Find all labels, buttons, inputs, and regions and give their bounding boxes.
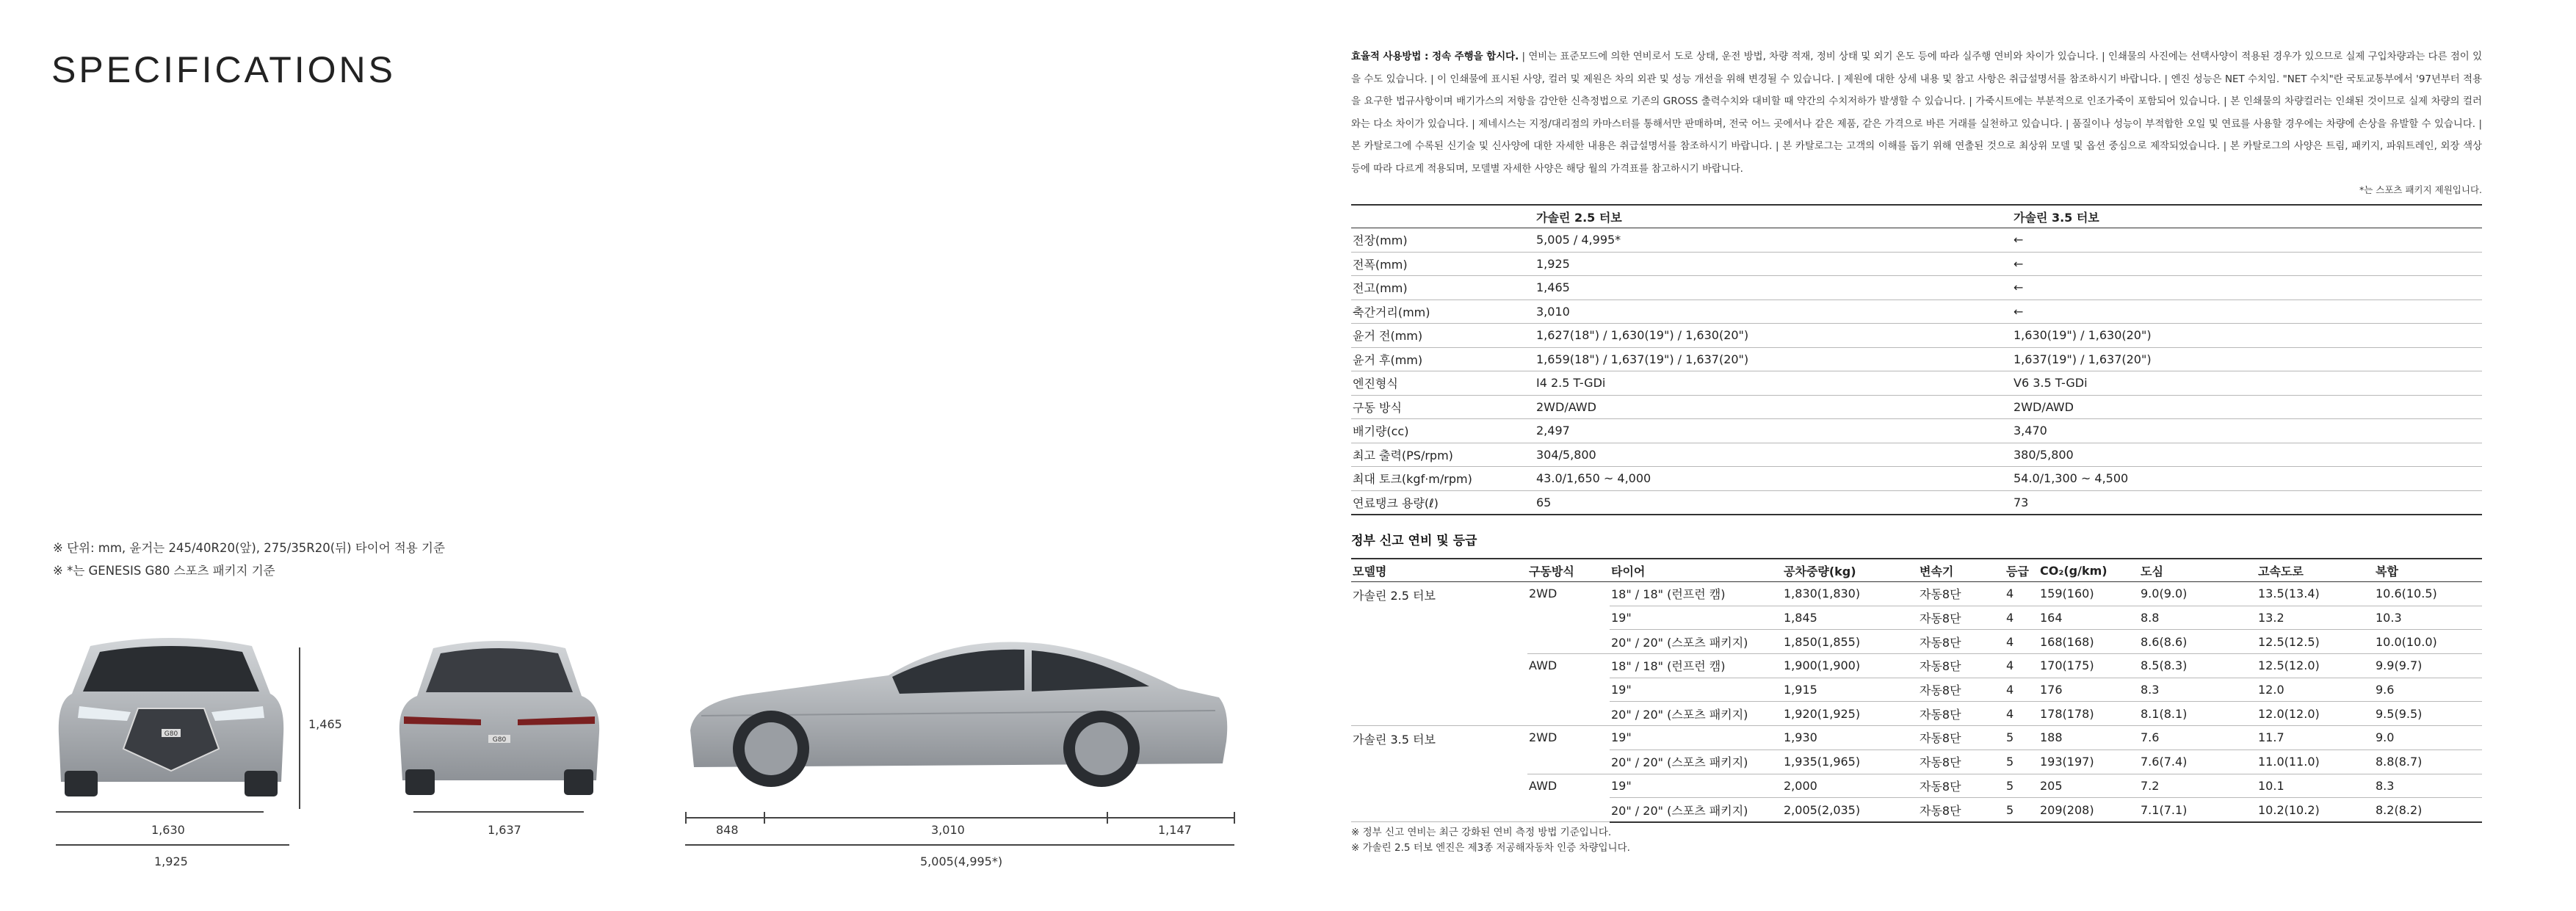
efficiency-cell: 1,900(1,900) (1782, 654, 1918, 678)
spec-row (1351, 443, 2482, 467)
spec-value: 1,659(18") / 1,637(19") / 1,637(20") (1535, 347, 2012, 371)
efficiency-header: 등급 (2005, 559, 2038, 582)
efficiency-cell: 8.2(8.2) (2374, 798, 2482, 822)
efficiency-cell: 10.1 (2257, 774, 2374, 798)
spec-label: 최고 출력(PS/rpm) (1351, 443, 1535, 467)
efficiency-cell: 7.2 (2139, 774, 2257, 798)
efficiency-cell: 12.5(12.5) (2257, 630, 2374, 654)
efficiency-cell: 자동8단 (1918, 750, 2005, 774)
spec-value: 1,465 (1535, 276, 2012, 300)
car-side-view (679, 624, 1237, 793)
efficiency-cell: 8.6(8.6) (2139, 630, 2257, 654)
model-name: 가솔린 2.5 터보 (1351, 582, 1527, 726)
efficiency-header: 공차중량(kg) (1782, 559, 1918, 582)
efficiency-header: CO₂(g/km) (2038, 559, 2139, 582)
efficiency-cell: 8.1(8.1) (2139, 702, 2257, 726)
efficiency-cell: 20" / 20" (스포츠 패키지) (1610, 702, 1782, 726)
spec-row (1351, 371, 2482, 396)
efficiency-cell: 1,845 (1782, 606, 1918, 630)
spec-row (1351, 347, 2482, 371)
spec-row (1351, 324, 2482, 348)
efficiency-cell: 자동8단 (1918, 726, 2005, 750)
spec-value: 2WD/AWD (2012, 395, 2482, 419)
spec-value: 5,005 / 4,995* (1535, 228, 2012, 253)
efficiency-cell: 10.2(10.2) (2257, 798, 2374, 822)
wheelbase-label: 3,010 (931, 823, 965, 837)
spec-header: 가솔린 3.5 터보 (2012, 205, 2482, 228)
efficiency-cell: 5 (2005, 774, 2038, 798)
rear-track-dim-line (413, 811, 584, 813)
spec-value: 1,637(19") / 1,637(20") (2012, 347, 2482, 371)
spec-value: 1,925 (1535, 252, 2012, 276)
efficiency-cell: 11.0(11.0) (2257, 750, 2374, 774)
efficiency-cell: 8.8(8.7) (2374, 750, 2482, 774)
efficiency-cell: 8.8 (2139, 606, 2257, 630)
front-overhang-label: 848 (716, 823, 739, 837)
efficiency-cell: 4 (2005, 678, 2038, 702)
efficiency-cell: 168(168) (2038, 630, 2139, 654)
drive-type: AWD (1527, 654, 1610, 726)
spec-label: 윤거 전(mm) (1351, 324, 1535, 348)
efficiency-cell: 9.0 (2374, 726, 2482, 750)
efficiency-cell: 5 (2005, 750, 2038, 774)
efficiency-cell: 20" / 20" (스포츠 패키지) (1610, 798, 1782, 822)
efficiency-cell: 자동8단 (1918, 582, 2005, 606)
efficiency-cell: 8.5(8.3) (2139, 654, 2257, 678)
efficiency-table (1351, 558, 2482, 823)
spec-row (1351, 300, 2482, 324)
efficiency-cell: 19" (1610, 774, 1782, 798)
units-note (53, 537, 445, 582)
efficiency-cell: 12.0 (2257, 678, 2374, 702)
spec-value: ← (2012, 276, 2482, 300)
efficiency-header: 구동방식 (1527, 559, 1610, 582)
efficiency-cell: 19" (1610, 678, 1782, 702)
efficiency-cell: 8.3 (2139, 678, 2257, 702)
front-track-dim-line (56, 811, 264, 813)
efficiency-cell: 178(178) (2038, 702, 2139, 726)
efficiency-cell: 4 (2005, 654, 2038, 678)
efficiency-row (1351, 726, 2482, 750)
drive-type: 2WD (1527, 582, 1610, 654)
spec-row (1351, 395, 2482, 419)
spec-value: 73 (2012, 490, 2482, 515)
spec-label: 구동 방식 (1351, 395, 1535, 419)
efficiency-cell: 자동8단 (1918, 702, 2005, 726)
sport-package-note: *는 스포츠 패키지 제원입니다. (2359, 184, 2482, 195)
footnotes (1351, 825, 1630, 856)
spec-value: ← (2012, 300, 2482, 324)
overall-length-dim-line (685, 844, 1234, 846)
efficiency-cell: 10.0(10.0) (2374, 630, 2482, 654)
spec-value: 43.0/1,650 ~ 4,000 (1535, 467, 2012, 491)
overall-length-label: 5,005(4,995*) (920, 854, 1003, 868)
spec-row (1351, 467, 2482, 491)
efficiency-cell: 13.2 (2257, 606, 2374, 630)
spec-value: 1,630(19") / 1,630(20") (2012, 324, 2482, 348)
efficiency-header: 모델명 (1351, 559, 1527, 582)
efficiency-cell: 5 (2005, 726, 2038, 750)
height-dim-line (299, 647, 300, 809)
disclaimer-lead: 효율적 사용방법 : 정속 주행을 합시다. (1351, 51, 1519, 62)
efficiency-cell: 1,930 (1782, 726, 1918, 750)
efficiency-cell: 159(160) (2038, 582, 2139, 606)
front-height-label: 1,465 (308, 717, 342, 731)
efficiency-cell: 7.1(7.1) (2139, 798, 2257, 822)
efficiency-cell: 7.6 (2139, 726, 2257, 750)
spec-header (1351, 205, 1535, 228)
efficiency-cell: 18" / 18" (런프런 캠) (1610, 582, 1782, 606)
efficiency-cell: 8.3 (2374, 774, 2482, 798)
efficiency-title: 정부 신고 연비 및 등급 (1351, 534, 1477, 548)
spec-label: 전장(mm) (1351, 228, 1535, 253)
efficiency-cell: 10.3 (2374, 606, 2482, 630)
efficiency-cell: 자동8단 (1918, 678, 2005, 702)
efficiency-cell: 209(208) (2038, 798, 2139, 822)
efficiency-header: 고속도로 (2257, 559, 2374, 582)
spec-value: 65 (1535, 490, 2012, 515)
efficiency-cell: 자동8단 (1918, 654, 2005, 678)
spec-value: 3,010 (1535, 300, 2012, 324)
efficiency-cell: 12.5(12.0) (2257, 654, 2374, 678)
spec-row (1351, 419, 2482, 443)
efficiency-cell: 1,915 (1782, 678, 1918, 702)
efficiency-cell: 170(175) (2038, 654, 2139, 678)
efficiency-header: 복합 (2374, 559, 2482, 582)
car-front-view (50, 624, 292, 804)
efficiency-cell: 164 (2038, 606, 2139, 630)
efficiency-cell: 19" (1610, 606, 1782, 630)
efficiency-cell: 20" / 20" (스포츠 패키지) (1610, 630, 1782, 654)
efficiency-header: 도심 (2139, 559, 2257, 582)
side-dim-line (685, 817, 1234, 819)
efficiency-cell: 13.5(13.4) (2257, 582, 2374, 606)
car-badge: G80 (492, 736, 507, 744)
disclaimer-body: | 연비는 표준모드에 의한 연비로서 도로 상태, 운전 방법, 차량 적재, 정비 상태 및 외기 온도 등에 따라 실주행 연비와 차이가 있습니다. | 인쇄물의 사진에는 선택사양이 적용된 경우가 있으므로 실제 구입차량과는 다른 점이 있을 수도 있습니다. | 이 인쇄물에 표시된 사양, 컬러 및 제원은 차의 외관 및 성능 개선을 위해 변경될 수 있습니다. | 제원에 대한 상세 내용 및 참고 사항은 취급설명서를 참조하시기 바랍니다. | 엔진 성능은 NET 수치임. "NET 수치"란 국토교통부에서 '97년부터 적용을 요구한 법규사항이며 배기가스의 저항을 감안한 신측정법으로 기존의 GROSS 출력수치와 대비할 때 약간의 수치저하가 발생할 수 있습니다. | 가죽시트에는 부분적으로 인조가죽이 포함되어 있습니다. | 본 인쇄물의 차량컬러는 인쇄된 것이므로 실제 차량의 컬러와는 다소 차이가 있습니다. | 제네시스는 지정/대리점의 카마스터를 통해서만 판매하며, 전국 어느 곳에서나 같은 제품, 같은 가격으로 바른 거래를 실천하고 있습니다. | 품질이나 성능이 부적합한 오일 및 연료를 사용할 경우에는 차량에 손상을 유발할 수 있습니다. | 본 카탈로그에 수록된 신기술 및 신사양에 대한 자세한 내용은 취급설명서를 참조하시기 바랍니다. | 본 카탈로그는 고객의 이해를 돕기 위해 연출된 것으로 최상위 모델 및 옵션 중심으로 제작되었습니다. | 본 카탈로그의 사양은 트림, 패키지, 파워트레인, 외장 색상 등에 따라 다르게 적용되며, 모델별 자세한 사양은 해당 월의 가격표를 참고하시기 바랍니다. (1351, 51, 2482, 175)
spec-row (1351, 252, 2482, 276)
spec-label: 최대 토크(kgf·m/rpm) (1351, 467, 1535, 491)
efficiency-cell: 188 (2038, 726, 2139, 750)
front-track-label: 1,630 (151, 823, 185, 837)
spec-value: ← (2012, 228, 2482, 253)
rear-overhang-label: 1,147 (1158, 823, 1192, 837)
spec-value: 2WD/AWD (1535, 395, 2012, 419)
efficiency-cell: 자동8단 (1918, 606, 2005, 630)
efficiency-cell: 4 (2005, 702, 2038, 726)
spec-row (1351, 228, 2482, 253)
efficiency-cell: 10.6(10.5) (2374, 582, 2482, 606)
spec-value: 2,497 (1535, 419, 2012, 443)
efficiency-cell: 9.5(9.5) (2374, 702, 2482, 726)
footnote: ※ 가솔린 2.5 터보 엔진은 제3종 저공해자동차 인증 차량입니다. (1351, 842, 1630, 854)
car-rear-view (389, 630, 609, 802)
spec-label: 전고(mm) (1351, 276, 1535, 300)
efficiency-cell: 11.7 (2257, 726, 2374, 750)
rear-track-label: 1,637 (488, 823, 521, 837)
spec-row (1351, 490, 2482, 515)
efficiency-cell: 19" (1610, 726, 1782, 750)
efficiency-cell: 20" / 20" (스포츠 패키지) (1610, 750, 1782, 774)
overall-width-label: 1,925 (154, 854, 188, 868)
drive-type: 2WD (1527, 726, 1610, 774)
efficiency-cell: 205 (2038, 774, 2139, 798)
efficiency-cell: 9.9(9.7) (2374, 654, 2482, 678)
efficiency-cell: 2,005(2,035) (1782, 798, 1918, 822)
efficiency-header: 변속기 (1918, 559, 2005, 582)
spec-value: 1,627(18") / 1,630(19") / 1,630(20") (1535, 324, 2012, 348)
drive-type: AWD (1527, 774, 1610, 822)
spec-value: 380/5,800 (2012, 443, 2482, 467)
efficiency-cell: 176 (2038, 678, 2139, 702)
spec-value: I4 2.5 T-GDi (1535, 371, 2012, 396)
footnote: ※ 정부 신고 연비는 최근 강화된 연비 측정 방법 기준입니다. (1351, 827, 1612, 838)
efficiency-cell: 1,935(1,965) (1782, 750, 1918, 774)
efficiency-cell: 1,830(1,830) (1782, 582, 1918, 606)
spec-row (1351, 276, 2482, 300)
efficiency-cell: 193(197) (2038, 750, 2139, 774)
car-badge: G80 (164, 730, 178, 738)
spec-value: 304/5,800 (1535, 443, 2012, 467)
efficiency-cell: 자동8단 (1918, 798, 2005, 822)
spec-value: ← (2012, 252, 2482, 276)
spec-value: 54.0/1,300 ~ 4,500 (2012, 467, 2482, 491)
efficiency-cell: 9.6 (2374, 678, 2482, 702)
disclaimer-text (1351, 46, 2482, 181)
efficiency-cell: 1,920(1,925) (1782, 702, 1918, 726)
overall-width-dim-line (56, 844, 289, 846)
efficiency-cell: 5 (2005, 798, 2038, 822)
units-note-line: ※ 단위: mm, 윤거는 245/40R20(앞), 275/35R20(뒤) 타이어 적용 기준 (53, 541, 445, 555)
spec-value: V6 3.5 T-GDi (2012, 371, 2482, 396)
spec-label: 엔진형식 (1351, 371, 1535, 396)
efficiency-cell: 2,000 (1782, 774, 1918, 798)
efficiency-cell: 9.0(9.0) (2139, 582, 2257, 606)
efficiency-cell: 4 (2005, 606, 2038, 630)
spec-label: 윤거 후(mm) (1351, 347, 1535, 371)
units-note-line: ※ *는 GENESIS G80 스포츠 패키지 기준 (53, 564, 275, 578)
spec-table (1351, 204, 2482, 515)
efficiency-cell: 18" / 18" (런프런 캠) (1610, 654, 1782, 678)
efficiency-cell: 자동8단 (1918, 630, 2005, 654)
spec-label: 배기량(cc) (1351, 419, 1535, 443)
efficiency-cell: 7.6(7.4) (2139, 750, 2257, 774)
efficiency-row (1351, 582, 2482, 606)
model-name: 가솔린 3.5 터보 (1351, 726, 1527, 822)
efficiency-cell: 자동8단 (1918, 774, 2005, 798)
efficiency-header: 타이어 (1610, 559, 1782, 582)
spec-label: 전폭(mm) (1351, 252, 1535, 276)
efficiency-cell: 4 (2005, 582, 2038, 606)
spec-label: 축간거리(mm) (1351, 300, 1535, 324)
spec-value: 3,470 (2012, 419, 2482, 443)
efficiency-cell: 1,850(1,855) (1782, 630, 1918, 654)
efficiency-cell: 12.0(12.0) (2257, 702, 2374, 726)
efficiency-cell: 4 (2005, 630, 2038, 654)
spec-header: 가솔린 2.5 터보 (1535, 205, 2012, 228)
page-title: SPECIFICATIONS (51, 49, 397, 90)
spec-label: 연료탱크 용량(ℓ) (1351, 490, 1535, 515)
